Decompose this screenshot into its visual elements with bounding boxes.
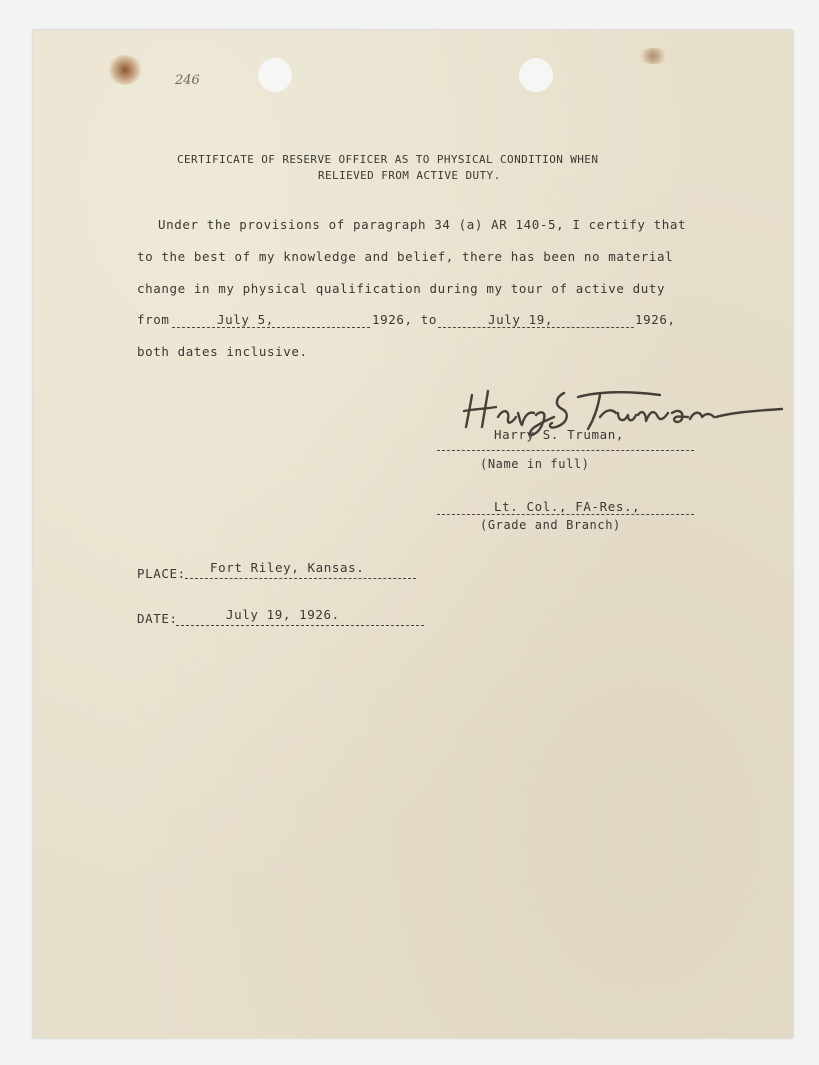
from-date-rule <box>172 327 370 328</box>
from-year: 1926, to <box>372 312 438 327</box>
from-date: July 5, <box>217 312 274 327</box>
date-rule <box>176 625 424 626</box>
body-line-5: both dates inclusive. <box>137 344 308 359</box>
punch-hole-left <box>258 58 292 92</box>
body-line-3: change in my physical qualification during my tour of active duty <box>137 281 666 296</box>
body-line-2: to the best of my knowledge and belief, there has been no material <box>137 249 674 264</box>
from-label: from <box>137 312 170 327</box>
rust-stain-left <box>108 55 142 85</box>
place-label: PLACE: <box>137 566 186 581</box>
grade-value: Lt. Col., FA-Res., <box>494 499 641 514</box>
signer-name: Harry S. Truman, <box>494 427 625 442</box>
grade-rule <box>437 514 694 515</box>
to-year: 1926, <box>635 312 676 327</box>
body-line-1: Under the provisions of paragraph 34 (a) AR 140-5, I certify that <box>158 217 687 232</box>
certificate-title-line1: CERTIFICATE OF RESERVE OFFICER AS TO PHYSICAL CONDITION WHEN <box>177 153 599 166</box>
place-value: Fort Riley, Kansas. <box>210 560 365 575</box>
punch-hole-right <box>519 58 553 92</box>
grade-caption: (Grade and Branch) <box>480 518 621 532</box>
to-date-rule <box>438 327 634 328</box>
rust-stain-right <box>638 48 668 64</box>
to-date: July 19, <box>488 312 554 327</box>
page-number: 246 <box>175 73 200 88</box>
place-rule <box>185 578 416 579</box>
certificate-title-line2: RELIEVED FROM ACTIVE DUTY. <box>318 169 501 182</box>
date-value: July 19, 1926. <box>226 607 340 622</box>
name-caption: (Name in full) <box>480 457 590 471</box>
date-label: DATE: <box>137 611 178 626</box>
name-rule <box>437 450 694 451</box>
